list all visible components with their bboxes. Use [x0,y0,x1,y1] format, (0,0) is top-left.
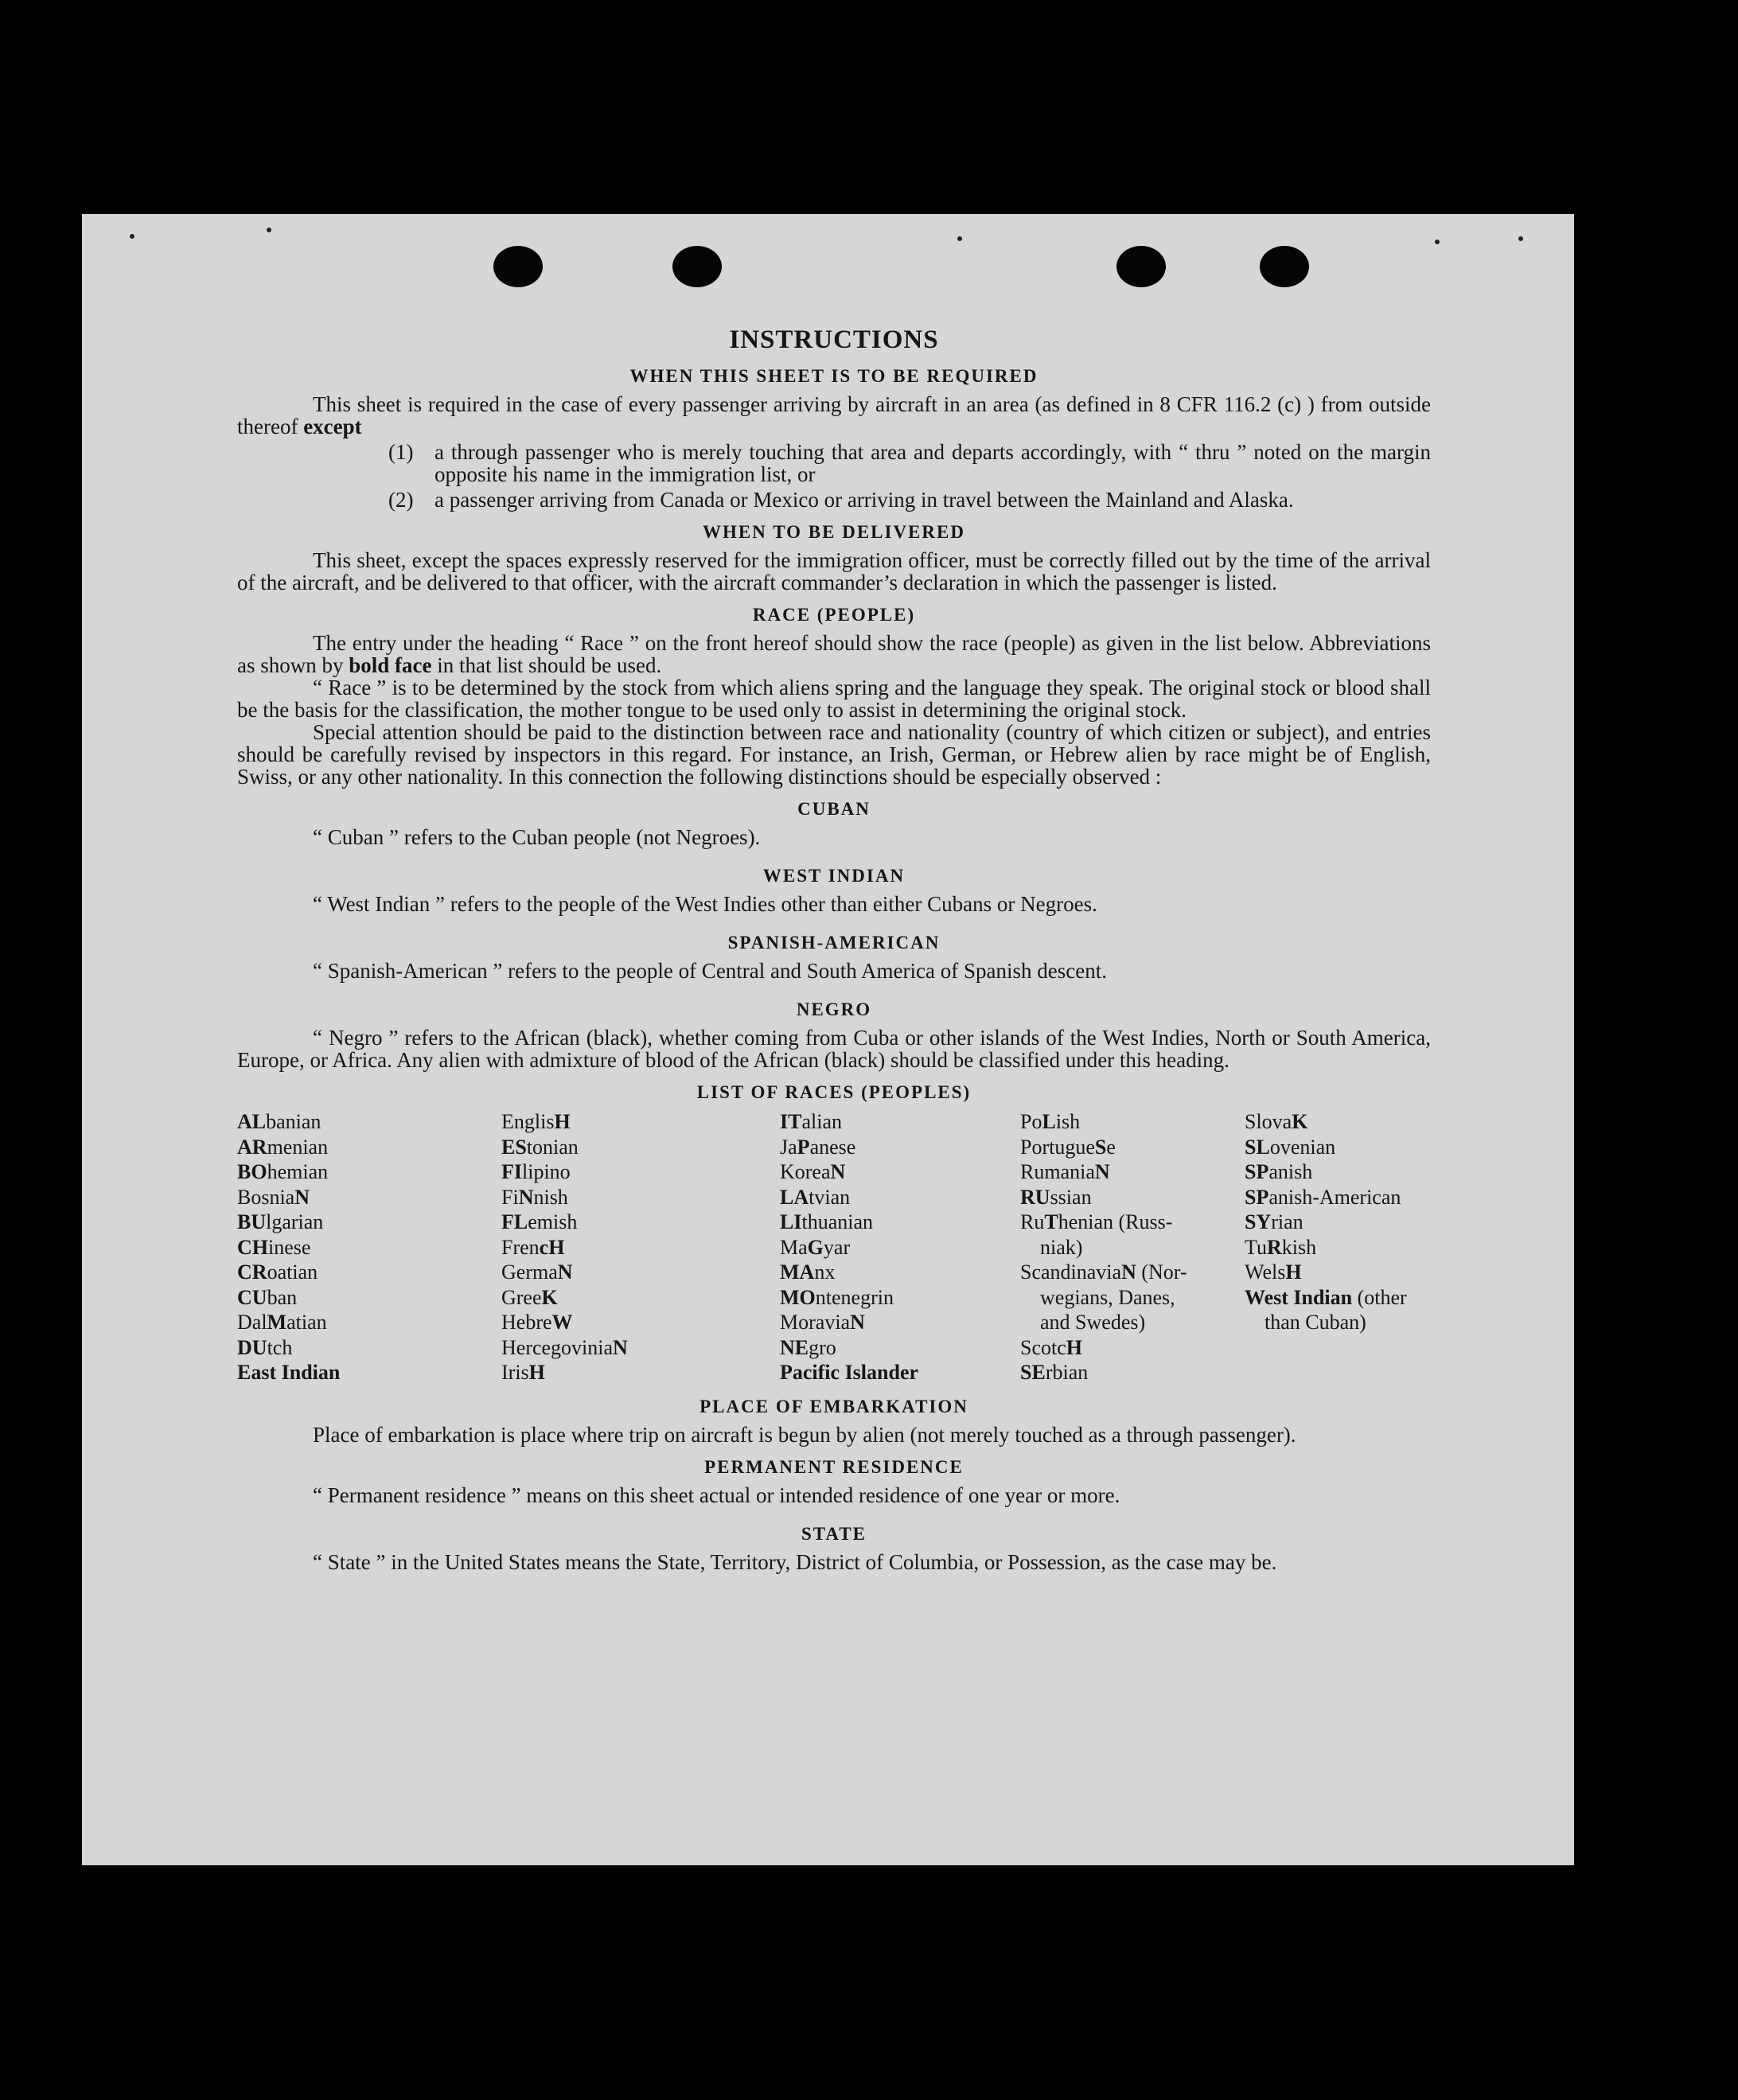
race-entry: RuThenian (Russ- [1020,1210,1173,1233]
race-entry: LAtvian [780,1185,851,1209]
race-entry: KoreaN [780,1160,846,1183]
delivered-text: This sheet, except the spaces expressly reserved for the immigration officer, must be correctly filled out by the time of the arrival of the aircraft, and be delivered to that officer, with the aircraft commander’s declaration in which the passenger is listed. [237,548,1431,594]
race-entry: CHinese [237,1235,311,1259]
race-entry: ITalian [780,1110,842,1133]
heading-state: STATE [801,1523,867,1544]
required-intro: This sheet is required in the case of every passenger arriving by aircraft in an area (as defined in 8 CFR 116.2 (c) ) from outside thereof except [237,392,1431,438]
race-entry: ScandinaviaN (Nor- [1020,1260,1187,1284]
race-entry: DalMatian [237,1311,327,1334]
race-entry: BOhemian [237,1160,329,1183]
race-entry: SPanish [1245,1160,1313,1183]
race-entry: than Cuban) [1265,1311,1366,1334]
race-entry: SYrian [1245,1210,1304,1233]
race-entry: FLemish [501,1210,578,1233]
race-entry: JaPanese [780,1135,856,1159]
speck [1435,240,1440,244]
race-entry: NEgro [780,1335,836,1359]
race-entry: MAnx [780,1260,836,1284]
embarkation-text: Place of embarkation is place where trip on aircraft is begun by alien (not merely touched as a through passenger). [313,1422,1296,1447]
race-paragraph-3: Special attention should be paid to the distinction between race and nationality (country of which citizen or subject), and entries should be carefully revised by inspectors in this regard. For instance, an Irish, German, or Hebrew alien by race might be of English, Swiss, or any other nationality. In this connection the following distinctions should be especially observed : [237,720,1431,789]
race-entry: EnglisH [501,1110,571,1133]
race-entry: and Swedes) [1040,1311,1146,1334]
punch-hole [493,246,543,287]
heading-required: WHEN THIS SHEET IS TO BE REQUIRED [629,366,1039,386]
race-entry: RUssian [1020,1185,1092,1209]
heading-permanent-residence: PERMANENT RESIDENCE [704,1456,964,1477]
race-entry: SlovaK [1245,1110,1308,1133]
heading-west-indian: WEST INDIAN [762,866,906,886]
exception-item: (1) a through passenger who is merely touching that area and departs accordingly, with “ thru ” noted on the margin opposite his name in the immigration list, or [388,440,1431,486]
race-entry: SErbian [1020,1361,1089,1384]
race-entry: East Indian [237,1361,341,1384]
race-entry: CUban [237,1285,298,1309]
race-entry: TuRkish [1245,1235,1317,1259]
race-entry: FrencH [501,1235,565,1259]
permanent-residence-text: “ Permanent residence ” means on this sheet actual or intended residence of one year or more. [313,1482,1120,1507]
race-entry: RumaniaN [1020,1160,1110,1183]
races-column [1245,1109,1431,1385]
speck [1518,236,1523,241]
race-entry: CRoatian [237,1260,318,1284]
race-entry: WelsH [1245,1260,1302,1284]
race-entry: ScotcH [1020,1335,1082,1359]
heading-list-of-races: LIST OF RACES (PEOPLES) [696,1082,972,1102]
race-entry: MOntenegrin [780,1285,894,1309]
race-entry: HercegoviniaN [501,1335,628,1359]
heading-delivered: WHEN TO BE DELIVERED [703,522,965,542]
race-entry: FIlipino [501,1160,571,1183]
race-entry: MaGyar [780,1235,851,1259]
race-entry: FiNnish [501,1185,568,1209]
race-paragraph-2: “ Race ” is to be determined by the stock from which aliens spring and the language they speak. The original stock or blood shall be the basis for the classification, the mother tongue to be used only to assist in determining the original stock. [237,676,1431,722]
race-entry: LIthuanian [780,1210,873,1233]
heading-cuban: CUBAN [797,799,871,819]
race-entry: Pacific Islander [780,1361,919,1384]
heading-race: RACE (PEOPLE) [752,605,916,625]
page-title: INSTRUCTIONS [729,325,939,354]
instruction-sheet [82,214,1574,1865]
punch-hole [1260,246,1309,287]
race-entry: IrisH [501,1361,545,1384]
speck [130,234,134,239]
punch-hole [1116,246,1166,287]
west-indian-text: “ West Indian ” refers to the people of the West Indies other than either Cubans or Negroes. [313,892,1097,916]
heading-spanish-american: SPANISH-AMERICAN [727,933,941,953]
race-entry: PortugueSe [1020,1135,1116,1159]
negro-text: “ Negro ” refers to the African (black), whether coming from Cuba or other islands of the West Indies, North or South America, Europe, or Africa. Any alien with admixture of blood of the African (black) should be classified under this heading. [237,1026,1431,1072]
state-text: “ State ” in the United States means the State, Territory, District of Columbia, or Possession, as the case may be. [313,1549,1277,1574]
cuban-text: “ Cuban ” refers to the Cuban people (not Negroes). [313,825,761,849]
race-entry: BUlgarian [237,1210,324,1233]
race-paragraph-1: The entry under the heading “ Race ” on the front hereof should show the race (people) as given in the list below. Abbreviations as shown by bold face in that list should be used. [237,631,1431,677]
race-entry: wegians, Danes, [1040,1285,1175,1309]
speck [267,228,271,232]
speck [957,236,962,241]
race-entry: MoraviaN [780,1311,865,1334]
race-entry: GreeK [501,1285,558,1309]
race-entry: DUtch [237,1335,293,1359]
races-list [237,1109,1431,1385]
races-column [501,1109,780,1385]
spanish-american-text: “ Spanish-American ” refers to the people of Central and South America of Spanish descent. [313,959,1107,983]
heading-negro: NEGRO [796,999,872,1019]
race-entry: West Indian (other [1245,1285,1407,1309]
race-entry: ARmenian [237,1135,329,1159]
exception-item: (2) a passenger arriving from Canada or Mexico or arriving in travel between the Mainland and Alaska. [388,488,1294,512]
race-entry: EStonian [501,1135,579,1159]
race-entry: SPanish-American [1245,1185,1401,1209]
race-entry: BosniaN [237,1185,310,1209]
race-entry: niak) [1040,1235,1083,1259]
races-column [237,1109,501,1385]
races-column [780,1109,1020,1385]
punch-hole [672,246,722,287]
heading-embarkation: PLACE OF EMBARKATION [699,1396,968,1416]
race-entry: PoLish [1020,1110,1081,1133]
races-column [1020,1109,1245,1385]
instructions-content [237,325,1431,1573]
race-entry: SLovenian [1245,1135,1336,1159]
race-entry: HebreW [501,1311,573,1334]
race-entry: ALbanian [237,1110,321,1133]
race-entry: GermaN [501,1260,573,1284]
